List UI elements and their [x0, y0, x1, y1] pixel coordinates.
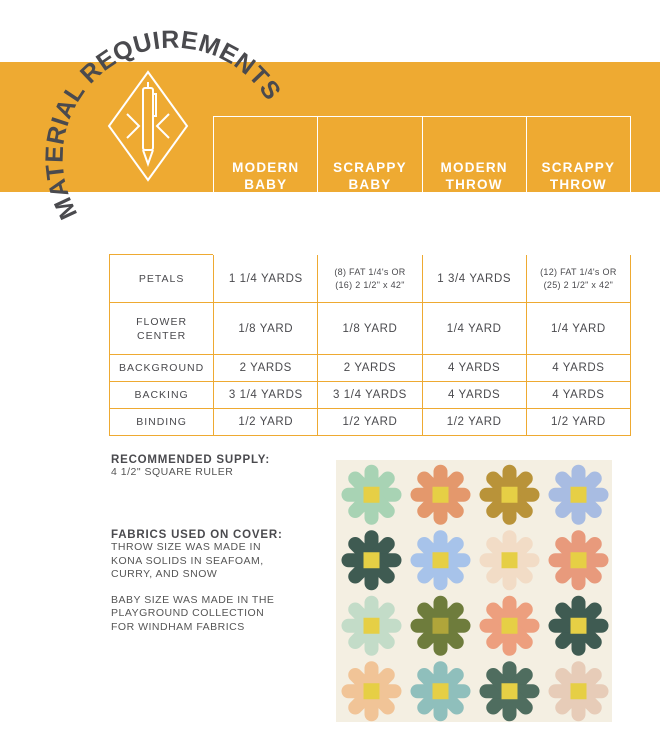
fabrics-throw-line: THROW SIZE WAS MADE IN: [111, 541, 262, 553]
recommended-supply: [111, 454, 331, 480]
quilt-flower: [411, 530, 471, 590]
table-cell: 3 1/4 YARDS: [214, 382, 318, 409]
fabrics-baby-line: BABY SIZE WAS MADE IN THE: [111, 593, 275, 606]
flower-center: [433, 683, 449, 699]
table-cell: 4 YARDS: [526, 382, 630, 409]
table-cell: 1/8 YARD: [318, 303, 422, 355]
flower-center: [364, 552, 380, 568]
flower-center: [433, 487, 449, 503]
material-requirements-table: [109, 116, 631, 436]
table-cell: 4 YARDS: [422, 355, 526, 382]
quilt-flower: [549, 530, 609, 590]
row-label-line: CENTER: [137, 329, 187, 342]
table-cell: 1 3/4 YARDS: [422, 254, 526, 302]
flower-center: [571, 618, 587, 634]
table-cell: 4 YARDS: [526, 355, 630, 382]
column-header: MODERN BABY 48" SQUARE: [214, 117, 318, 255]
table-cell: 1 1/4 YARDS: [214, 254, 318, 302]
row-label: [110, 409, 214, 436]
table-cell: 1/4 YARD: [422, 303, 526, 355]
table-cell: 1/2 YARD: [214, 409, 318, 436]
quilt-flower: [342, 661, 402, 721]
flower-center: [571, 552, 587, 568]
fabrics-throw-line: CURRY, AND SNOW: [111, 568, 218, 580]
table-cell: (8) FAT 1/4's OR (16) 2 1/2" x 42": [318, 254, 422, 302]
quilt-flower: [342, 465, 402, 525]
table-cell: 1/2 YARD: [526, 409, 630, 436]
row-label: [110, 303, 214, 355]
quilt-flower: [480, 465, 540, 525]
table-row: [110, 355, 631, 382]
table-row: [110, 254, 631, 302]
quilt-flower: [480, 661, 540, 721]
fabrics-used: [111, 529, 331, 634]
flower-center: [433, 552, 449, 568]
table-cell: 1/4 YARD: [526, 303, 630, 355]
column-header: MODERN THROW 59 1/2" X 63 1/2": [422, 117, 526, 255]
quilt-flower: [411, 465, 471, 525]
row-label-line: BINDING: [136, 416, 187, 429]
flower-center: [571, 683, 587, 699]
row-label: [110, 355, 214, 382]
row-label-line: BACKING: [134, 389, 189, 402]
table-row: [110, 303, 631, 355]
flower-center: [502, 552, 518, 568]
flower-center: [502, 487, 518, 503]
table-cell: 1/8 YARD: [214, 303, 318, 355]
table-cell: 1/2 YARD: [318, 409, 422, 436]
fabrics-title: FABRICS USED ON COVER:: [111, 529, 283, 541]
fabrics-throw-line: KONA SOLIDS IN SEAFOAM,: [111, 554, 264, 567]
row-label-line: FLOWER: [136, 315, 188, 328]
page-title: MATERIAL REQUIREMENTS: [40, 25, 287, 224]
table-cell: 2 YARDS: [214, 355, 318, 382]
row-label-line: PETALS: [138, 272, 185, 285]
quilt-flower: [342, 530, 402, 590]
quilt-flower: [480, 530, 540, 590]
column-header: SCRAPPY THROW 59 1/2" X 63 1/2": [526, 117, 630, 255]
flower-center: [364, 618, 380, 634]
flower-quilt-photo: [336, 460, 612, 722]
flower-center: [502, 618, 518, 634]
table-corner: [110, 117, 214, 255]
supply-title: RECOMMENDED SUPPLY:: [111, 454, 270, 466]
table-cell: 2 YARDS: [318, 355, 422, 382]
flower-center: [364, 487, 380, 503]
row-label-line: BACKGROUND: [118, 362, 205, 375]
quilt-flower: [411, 661, 471, 721]
table-cell: (12) FAT 1/4's OR (25) 2 1/2" x 42": [526, 254, 630, 302]
flower-center: [364, 683, 380, 699]
quilt-flower: [549, 465, 609, 525]
supply-text: 4 1/2" SQUARE RULER: [111, 466, 234, 478]
quilt-flower: [342, 596, 402, 656]
fabrics-baby-line: PLAYGROUND COLLECTION: [111, 607, 265, 619]
column-header: SCRAPPY BABY 48" SQUARE: [318, 117, 422, 255]
table-cell: 1/2 YARD: [422, 409, 526, 436]
row-label: [110, 254, 214, 302]
table-row: [110, 409, 631, 436]
flower-center: [502, 683, 518, 699]
flower-center: [571, 487, 587, 503]
row-label: [110, 382, 214, 409]
flower-center: [433, 618, 449, 634]
table-cell: 4 YARDS: [422, 382, 526, 409]
table-row: [110, 382, 631, 409]
quilt-flower: [411, 596, 471, 656]
table-cell: 3 1/4 YARDS: [318, 382, 422, 409]
quilt-flower: [549, 661, 609, 721]
quilt-flower: [480, 596, 540, 656]
quilt-flower: [549, 596, 609, 656]
fabrics-baby-line: FOR WINDHAM FABRICS: [111, 620, 245, 633]
